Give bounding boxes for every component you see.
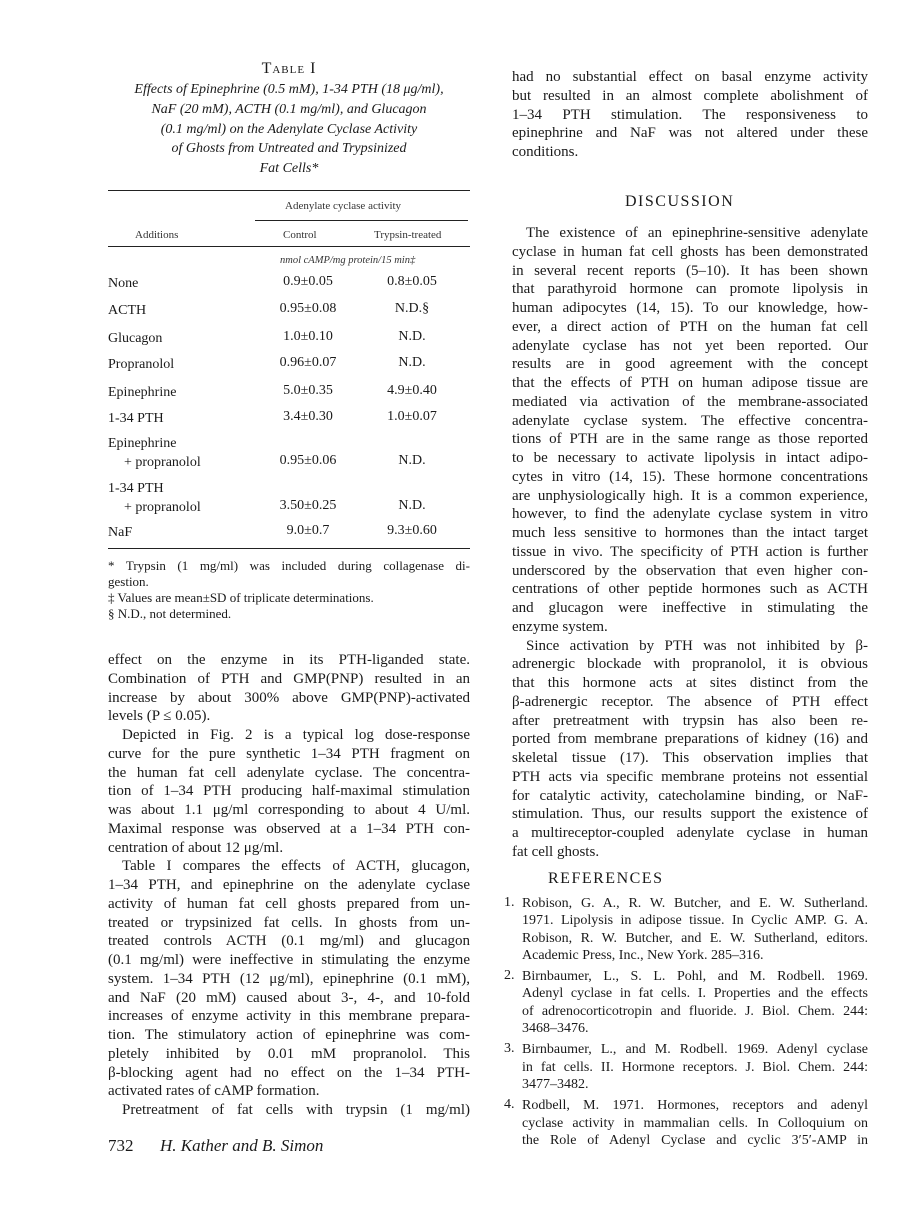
text-line: in several recent reports (5–10). It has been shown [512,262,868,279]
reference-number: 1. [504,895,515,910]
reference-line: 3477–3482. [522,1076,589,1092]
row-label: Epinephrine [108,436,177,451]
units-label: nmol cAMP/mg protein/15 min‡ [280,255,416,266]
text-line: activity of human fat cell ghosts prepared from un- [108,895,470,912]
cell-trypsin: N.D. [398,355,426,370]
references-heading: REFERENCES [548,870,664,887]
text-line: ported from membrane preparations of kidney (16) and [512,731,868,748]
text-line: are unphysiologically high. It is a common experience, [512,487,868,504]
page-number: 732 [108,1136,134,1155]
cell-control: 0.95±0.08 [279,301,337,316]
caption-line: Effects of Epinephrine (0.5 mM), 1-34 PTH (18 μg/ml), [134,82,444,97]
text-line: curve for the pure synthetic 1–34 PTH fragment on [108,745,470,762]
reference-item [504,968,868,1037]
text-line: tissue in vivo. The specificity of PTH action is further [512,543,868,560]
reference-line: the Role of Adenyl Cyclase and cyclic 3′5′-AMP in [522,1132,868,1148]
table-bottom-rule [108,548,470,549]
text-line: that the effects of PTH on human adipose tissue are [512,375,868,391]
footnote: ‡ Values are mean±SD of triplicate determinations. [108,590,374,605]
reference-line: 3468–3476. [522,1021,589,1037]
text-line: adenylate cyclase has not yet been reported. Our [512,337,868,354]
caption-line: (0.1 mg/ml) on the Adenylate Cyclase Activity [160,121,418,137]
reference-line: Robison, G. A., R. W. Butcher, and E. W. Sutherland. [522,896,868,911]
footnote: * Trypsin (1 mg/ml) was included during collagenase di- [108,558,470,573]
reference-number: 2. [504,968,515,984]
cell-trypsin: 9.3±0.60 [387,523,437,538]
reference-number: 4. [504,1097,515,1113]
cell-control: 0.95±0.06 [279,453,337,468]
cell-control: 0.9±0.05 [283,274,333,289]
text-line: human adipocytes (14, 15). To our knowledge, how- [512,300,868,316]
text-line: levels (P ≤ 0.05). [108,708,211,725]
reference-line: 1971. Lipolysis in adipose tissue. In Cyclic AMP. G. A. [522,913,868,929]
text-line: treated controls ACTH (0.1 mg/ml) and glucagon [108,933,470,950]
table-top-rule [108,190,470,191]
header-rule [108,246,470,247]
text-line: PTH acts via specific membrane proteins not essential [512,768,868,785]
cell-control: 1.0±0.10 [283,329,333,344]
row-label: ACTH [108,303,147,318]
reference-number: 3. [504,1041,515,1057]
discussion-heading: DISCUSSION [625,193,735,210]
row-label: 1-34 PTH [108,481,164,496]
text-line: that this hormone acts at sites distinct from the [512,675,868,691]
reference-line: Adenyl cyclase in fat cells. I. Properties and the effects [522,986,868,1002]
left-body-text [108,651,470,1120]
text-line: centrations of other peptide hormones such as ACTH [512,581,868,598]
reference-item [504,895,868,964]
text-line: to be necessary to activate lipolysis in intact adipo- [512,450,868,466]
reference-line: Academic Press, Inc., New York. 285–316. [522,947,764,963]
text-line: cyclase in human fat cell ghosts has been demonstrated [512,243,868,260]
group-rule [255,220,468,221]
group-header: Adenylate cyclase activity [285,200,402,212]
cell-trypsin: 4.9±0.40 [387,383,437,398]
table-title: Table I [261,60,317,77]
text-line: Depicted in Fig. 2 is a typical log dose-response [122,727,470,743]
text-line: conditions. [512,144,579,160]
text-line: activated rates of cAMP formation. [108,1083,320,1100]
text-line: and NaF (20 mM) caused about 3-, 4-, and 10-fold [108,989,470,1006]
text-line: increases of enzyme activity in this membrane prepara- [108,1008,470,1025]
text-line: 1–34 PTH, and epinephrine on the adenylate cyclase [108,877,470,893]
reference-line: Birnbaumer, L., S. L. Pohl, and M. Rodbell. 1969. [522,969,868,985]
text-line: adenylate cyclase system. The effective concentra- [512,412,868,429]
caption-line: of Ghosts from Untreated and Trypsinized [171,141,407,157]
text-line: centration of about 12 μg/ml. [108,839,284,856]
row-label: + propranolol [124,455,201,470]
reference-line: Robison, R. W. Butcher, and E. W. Sutherland, editors. [522,930,868,946]
text-line: effect on the enzyme in its PTH-liganded state. [108,652,470,668]
text-line: tion of 1–34 PTH producing half-maximal stimulation [108,783,470,800]
text-line: increase by about 300% above GMP(PNP)-activated [108,689,470,706]
text-line: Pretreatment of fat cells with trypsin (1 mg/ml) [122,1102,470,1118]
text-line: and glucagon were ineffective in stimulating the [512,600,868,616]
cell-control: 9.0±0.7 [286,523,330,538]
cell-trypsin: N.D.§ [394,301,430,316]
footnote: gestion. [108,574,149,589]
row-label: NaF [108,525,133,540]
text-line: system. 1–34 PTH (12 μg/ml), epinephrine (0.1 mM), [108,970,470,987]
reference-line: of adrenocorticotropin and fluoride. J. Biol. Chem. 244: [522,1003,868,1019]
caption-line: NaF (20 mM), ACTH (0.1 mg/ml), and Glucagon [151,101,427,117]
text-line: for catalytic activity, catecholamine binding, or NaF- [512,787,868,804]
caption-line: Fat Cells* [259,161,319,177]
text-line: treated or trypsinized fat cells. In ghosts from un- [108,914,470,931]
cell-trypsin: N.D. [398,329,426,344]
text-line: epinephrine and NaF was not altered under these [512,125,868,142]
row-label: Glucagon [108,331,163,346]
text-line: adrenergic blockade with propranolol, it is obvious [512,656,868,673]
reference-line: cyclase activity in mammalian cells. In Colloquium on [522,1115,868,1131]
text-line: but resulted in an almost complete abolishment of [512,87,868,104]
cell-trypsin: 0.8±0.05 [387,274,437,289]
running-authors: H. Kather and B. Simon [160,1136,324,1155]
text-line: was about 1.1 μg/ml corresponding to about 4 U/ml. [108,802,470,818]
cell-trypsin: 1.0±0.07 [387,409,437,424]
text-line: underscored by the observation that even higher con- [512,562,868,579]
footnote: § N.D., not determined. [108,606,232,621]
text-line: Since activation by PTH was not inhibited by β- [526,637,868,654]
reference-line: in fat cells. II. Hormone receptors. J. Biol. Chem. 244: [522,1059,868,1075]
row-label: 1-34 PTH [108,411,164,426]
text-line: however, to find the adenylate cyclase system in vitro [512,506,868,523]
reference-line: Rodbell, M. 1971. Hormones, receptors and adenyl [522,1098,868,1114]
text-line: 1–34 PTH stimulation. The responsiveness to [512,106,868,123]
text-line: Combination of PTH and GMP(PNP) resulted in an [108,670,470,687]
text-line: mediated via activation of the membrane-associated [512,393,868,410]
col-header-control: Control [283,229,317,241]
reference-item [504,1097,868,1149]
text-line: β-blocking agent had no effect on the 1–34 PTH- [108,1064,470,1081]
col-header-additions: Additions [135,229,179,241]
text-line: had no substantial effect on basal enzyme activity [512,69,868,85]
cell-control: 3.4±0.30 [283,409,333,424]
text-line: much less sensitive to hormones than the intact target [512,525,868,541]
cell-control: 3.50±0.25 [279,498,337,513]
text-line: tion. The stimulatory action of epinephrine was com- [108,1027,470,1043]
text-line: β-adrenergic receptor. The absence of PTH effect [512,693,868,710]
table-footnotes [108,558,470,622]
text-line: (0.1 mg/ml) were ineffective in stimulating the enzyme [108,952,470,968]
text-line: results are in good agreement with the concept [512,356,868,373]
text-line: Table I compares the effects of ACTH, glucagon, [122,858,470,875]
text-line: pletely inhibited by 0.01 mM propranolol. This [108,1045,470,1062]
reference-line: Birnbaumer, L., and M. Rodbell. 1969. Adenyl cyclase [522,1042,868,1058]
row-label: Propranolol [108,357,175,372]
cell-control: 5.0±0.35 [283,383,333,398]
text-line: that parathyroid hormone can promote lipolysis in [512,281,868,298]
cell-trypsin: N.D. [398,498,426,513]
cell-control: 0.96±0.07 [279,355,337,370]
text-line: enzyme system. [512,618,608,635]
row-label: Epinephrine [108,385,177,400]
text-line: a multireceptor-coupled adenylate cyclase in human [512,825,868,841]
text-line: after pretreatment with trypsin has also been re- [512,712,868,729]
text-line: ever, a direct action of PTH on the human fat cell [512,318,868,335]
row-label: + propranolol [124,500,201,515]
col-header-trypsin: Trypsin-treated [374,229,442,241]
discussion-text [512,224,868,862]
text-line: cytes in vitro (14, 15). These hormone concentrations [512,468,868,485]
table-caption [108,80,470,179]
text-line: stimulation. Thus, our results support the existence of [512,806,868,823]
text-line: tions of PTH are in the same range as those reported [512,431,868,448]
text-line: skeletal tissue (17). This observation implies that [512,750,868,766]
text-line: The existence of an epinephrine-sensitive adenylate [526,225,868,241]
text-line: the human fat cell adenylate cyclase. The concentra- [108,764,470,781]
row-label: None [108,276,139,291]
text-line: Maximal response was observed at a 1–34 PTH con- [108,820,470,837]
text-line: fat cell ghosts. [512,843,600,860]
right-top-text [512,68,868,162]
cell-trypsin: N.D. [398,453,426,468]
reference-item [504,1041,868,1093]
